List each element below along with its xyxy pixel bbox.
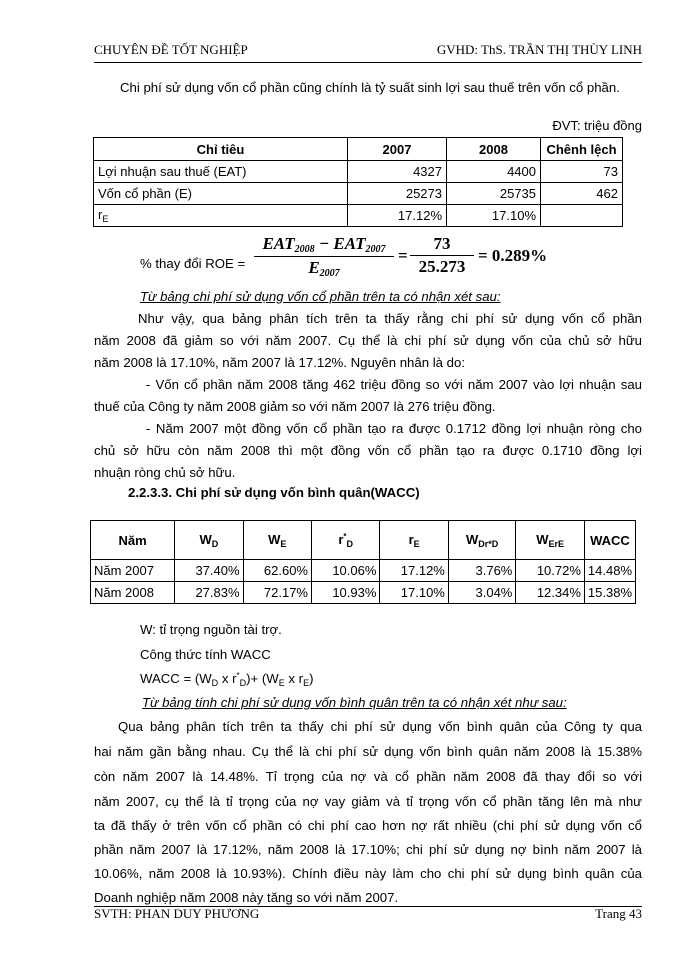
re-symbol: r [98,207,103,222]
wacc-part: x r [284,671,304,686]
fraction-main [254,234,394,279]
table-row [94,161,623,183]
row-year: Năm 2007 [91,560,175,582]
para1-line1: Như vậy, qua bảng phân tích trên ta thấy rằng chi phí sử dụng vốn cổ phần [138,311,642,326]
cell-2008: 4400 [447,161,541,183]
equity-cost-table [93,137,623,227]
cell-re: 17.12% [380,560,448,582]
cell-2007: 17.12% [348,205,447,227]
w-note: W: tỉ trọng nguồn tài trợ. [140,622,282,637]
row-year: Năm 2008 [91,582,175,604]
value-numerator: 73 [410,234,474,256]
fraction-numerator [254,234,394,257]
wacc-formula [140,671,314,688]
para2-line6: phần năm 2007 là 17.12%, năm 2008 là 17.10%; chi phí sử dụng nợ bình năm 2007 là [94,842,642,857]
header-sub: E [280,538,287,549]
roe-formula [0,232,700,282]
wacc-sub: E [303,678,310,688]
col-header-wdrd [448,521,516,560]
header-main: W [199,531,212,547]
col-header-were [516,521,585,560]
section-title: 2.2.3.3. Chi phí sử dụng vốn bình quân(WACC) [128,485,420,500]
col-header-diff: Chênh lệch [541,138,623,161]
header-left: CHUYÊN ĐỀ TỐT NGHIỆP [94,42,248,57]
table-row [94,183,623,205]
fraction-denominator [254,257,394,279]
wacc-sub: D [239,678,247,688]
cell-wd: 27.83% [175,582,243,604]
wacc-sup: * [236,671,240,680]
cell-rd: 10.93% [311,582,379,604]
cell-diff: 462 [541,183,623,205]
para2-line2: hai năm gần bằng nhau. Cụ thể là chi phí sử dụng vốn bình quân năm 2008 là 15.38% [94,744,642,759]
col-header-2008: 2008 [447,138,541,161]
header-rule [94,62,642,63]
header-sub: D [346,538,354,549]
header-main: W [536,531,549,547]
row-label [94,205,348,227]
re-subscript: E [102,214,109,224]
para2-line3: còn năm 2007 là 14.48%. Tỉ trọng của nợ và cổ phần năm 2008 đã thay đổi so với [94,769,642,784]
col-header-wacc [584,521,635,560]
cell-were: 10.72% [516,560,585,582]
cell-wd: 37.40% [175,560,243,582]
bullet2-line3: nhuận ròng chủ sở hữu. [94,465,236,480]
table-header-row [94,138,623,161]
wacc-part: x r [218,671,237,686]
remark2-title: Từ bảng tính chi phí sử dụng vốn bình quân trên ta có nhận xét như sau: [142,695,567,710]
col-header-indicator: Chỉ tiêu [94,138,348,161]
cell-we: 72.17% [243,582,311,604]
cell-rd: 10.06% [311,560,379,582]
bullet2-line1: - Năm 2007 một đồng vốn cổ phần tạo ra được 0.1712 đồng lợi nhuận ròng cho [146,421,642,436]
footer-right: Trang 43 [595,906,642,921]
table-row [91,560,636,582]
value-denominator: 25.273 [418,257,466,276]
e-symbol: E [308,258,320,277]
header-sub: D [211,538,219,549]
para2-line1: Qua bảng phân tích trên ta thấy chi phí sử dụng vốn bình quân của Công ty qua [118,719,642,734]
intro-paragraph [94,79,642,97]
cell-wdrd: 3.04% [448,582,516,604]
formula-result: = 0.289% [478,246,548,265]
wacc-formula-title: Công thức tính WACC [140,647,271,662]
cell-we: 62.60% [243,560,311,582]
col-header-wd [175,521,243,560]
header-main: r [408,531,414,547]
wacc-part: ) [309,671,314,686]
minus-sign: − [314,234,334,253]
bullet1-line2: thuế của Công ty năm 2008 giảm so với năm 2007 là 276 triệu đồng. [94,399,496,414]
formula-lhs: % thay đổi ROE = [140,256,246,271]
header-sub: ErE [548,538,565,549]
cell-re: 17.10% [380,582,448,604]
wacc-part: )+ (W [246,671,279,686]
cell-were: 12.34% [516,582,585,604]
para1-line3: năm 2008 là 17.10%, năm 2007 là 17.12%. Nguyên nhân là do: [94,355,465,370]
footer-left: SVTH: PHAN DUY PHƯƠNG [94,906,260,921]
cell-wdrd: 3.76% [448,560,516,582]
row-label: Vốn cổ phần (E) [94,183,348,205]
para2-line5: ta đã thấy ở trên vốn cổ phần có chi phí cao hơn nợ rất nhiều (chi phí sử dụng vốn cổ [94,818,642,833]
cell-2008: 17.10% [447,205,541,227]
cell-2008: 25735 [447,183,541,205]
header-main: r [338,531,344,547]
table-row [91,582,636,604]
cell-2007: 4327 [348,161,447,183]
header-right: GVHD: ThS. TRẦN THỊ THÙY LINH [436,42,642,57]
header-main: W [268,531,281,547]
header-main: Năm [118,532,147,548]
header-main: W [465,531,479,547]
cell-wacc: 15.38% [584,582,635,604]
cell-diff [541,205,623,227]
row-label: Lợi nhuận sau thuế (EAT) [94,161,348,183]
wacc-part: WACC = (W [140,671,212,686]
cell-diff: 73 [541,161,623,183]
remark1-title: Từ bảng chi phí sử dụng vốn cổ phần trên ta có nhận xét sau: [140,289,501,304]
para2-line4: năm 2007, cụ thể là tỉ trọng của nợ vay giảm và tỉ trọng vốn cổ phần tăng lên mà như [94,794,642,809]
col-header-we [243,521,311,560]
eat-symbol: EAT [262,234,295,253]
table-header-row [91,521,636,560]
cell-2007: 25273 [348,183,447,205]
wacc-sub: D [211,678,219,688]
col-header-re [380,521,448,560]
bullet2-line2: chủ sở hữu còn năm 2008 thì một đồng vốn cổ phần tạo ra được 0.1710 đồng lợi [94,443,642,458]
para2-line8: Doanh nghiệp năm 2008 này tăng so với năm 2007. [94,890,399,905]
col-header-year [91,521,175,560]
fraction-values [410,234,474,277]
eat-2008-subscript: 2008 [294,244,315,255]
eat-2007-subscript: 2007 [365,244,386,255]
col-header-2007: 2007 [348,138,447,161]
unit-label: ĐVT: triệu đồng [552,118,642,133]
wacc-table [90,520,636,604]
header-sub: Dr*D [478,538,499,549]
intro-text: Chi phí sử dụng vốn cổ phần cũng chính là tỷ suất sinh lợi sau thuế trên vốn cổ phần. [120,80,620,95]
eat-symbol: EAT [333,234,366,253]
e-2007-subscript: 2007 [319,268,340,279]
para1-line2: năm 2008 đã giảm so với năm 2007. Cụ thể là chi phí sử dụng vốn của chủ sở hữu [94,333,642,348]
para2-line7: 10.06%, năm 2008 là 10.93%). Chính điều này làm cho chi phí sử dụng bình quân của [94,866,642,881]
table-row [94,205,623,227]
col-header-rd [311,521,379,560]
header-main: WACC [590,532,630,548]
wacc-sub: E [278,678,285,688]
bullet1-line1: - Vốn cổ phần năm 2008 tăng 462 triệu đồng so với năm 2007 vào lợi nhuận sau [146,377,642,392]
header-sub: E [413,538,420,549]
equals-sign: = [398,246,408,265]
header-sup: * [343,531,347,541]
cell-wacc: 14.48% [584,560,635,582]
